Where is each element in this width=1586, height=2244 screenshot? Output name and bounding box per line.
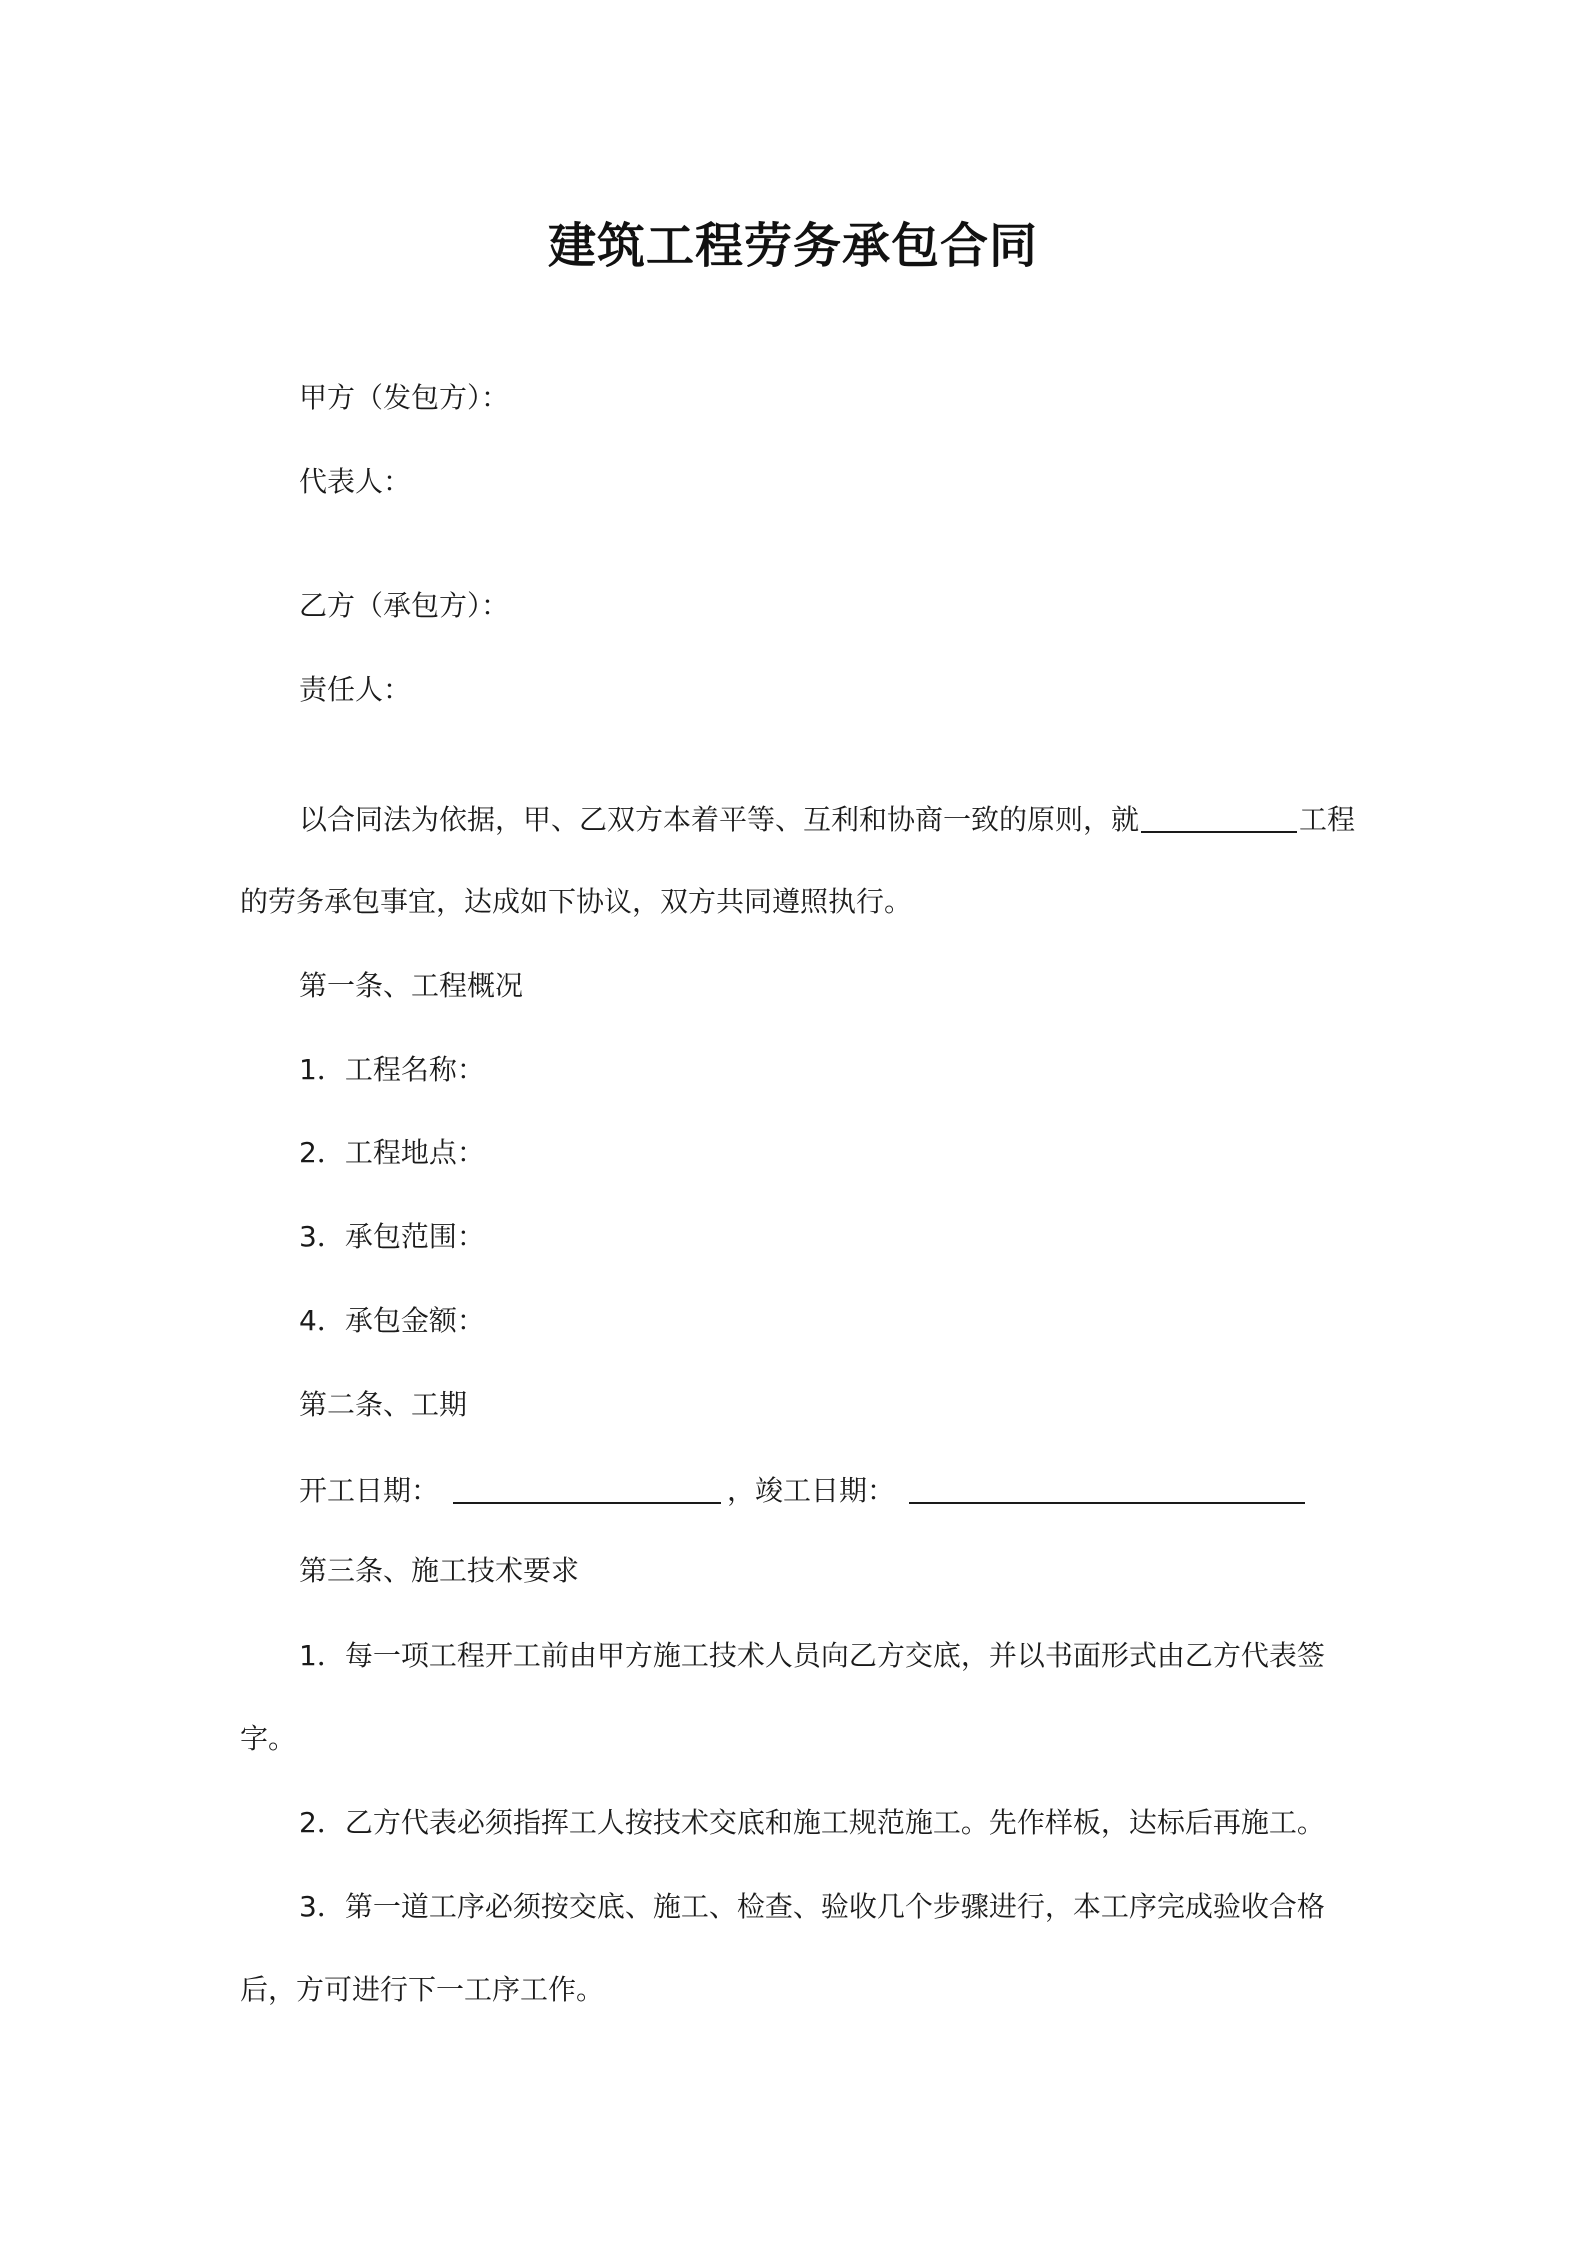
article-1-item-contract-amount: 4．承包金额： [299, 1304, 485, 1337]
article-1-item-project-location: 2．工程地点： [299, 1136, 485, 1169]
article-3-item-3-line-2: 后，方可进行下一工序工作。 [240, 1973, 605, 2006]
document-title: 建筑工程劳务承包合同 [547, 218, 1038, 274]
article-3-item-1-line-2: 字。 [240, 1722, 297, 1755]
party-a-label: 甲方（发包方）： [299, 381, 510, 414]
article-3-item-1-line-1: 1．每一项工程开工前由甲方施工技术人员向乙方交底，并以书面形式由乙方代表签 [299, 1639, 1325, 1672]
article-3-item-3-line-1: 3．第一道工序必须按交底、施工、检查、验收几个步骤进行，本工序完成验收合格 [299, 1890, 1325, 1923]
article-3-heading: 第三条、施工技术要求 [299, 1554, 580, 1587]
party-b-label: 乙方（承包方）： [299, 589, 510, 622]
article-1-item-contract-scope: 3．承包范围： [299, 1220, 485, 1253]
article-2-heading: 第二条、工期 [299, 1388, 468, 1421]
article-3-item-2: 2．乙方代表必须指挥工人按技术交底和施工规范施工。先作样板，达标后再施工。 [299, 1806, 1325, 1839]
preamble-line-1 [299, 797, 1355, 840]
end-date-label: ，竣工日期： [727, 1474, 896, 1507]
article-1-heading: 第一条、工程概况 [299, 969, 524, 1002]
project-name-blank[interactable] [1141, 797, 1297, 833]
schedule-line [299, 1468, 1305, 1511]
preamble-text-start: 以合同法为依据，甲、乙双方本着平等、互利和协商一致的原则，就 [299, 803, 1140, 836]
preamble-text-end: 工程 [1299, 803, 1356, 836]
start-date-blank[interactable] [453, 1468, 721, 1504]
article-1-item-project-name: 1．工程名称： [299, 1053, 485, 1086]
end-date-blank[interactable] [909, 1468, 1305, 1504]
representative-label: 代表人： [299, 465, 412, 498]
start-date-label: 开工日期： [299, 1474, 440, 1507]
responsible-person-label: 责任人： [299, 673, 412, 706]
preamble-line-2: 的劳务承包事宜，达成如下协议，双方共同遵照执行。 [240, 885, 913, 918]
